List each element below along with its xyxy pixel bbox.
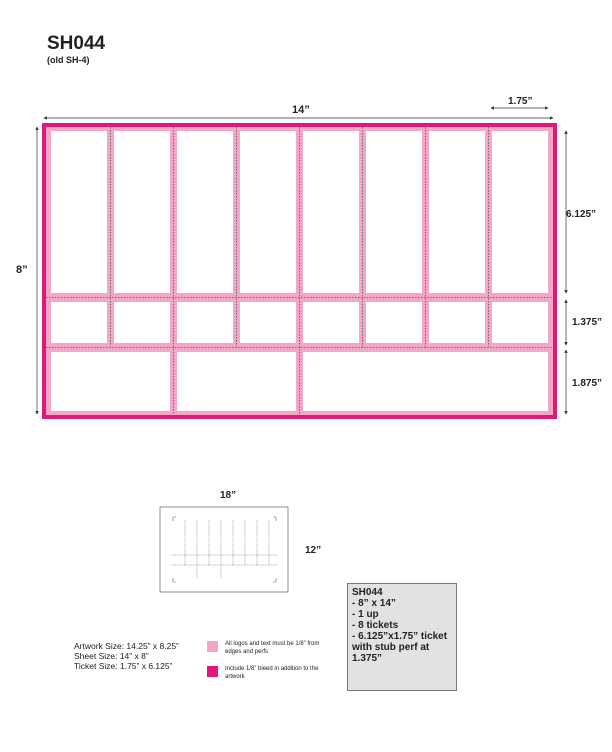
sheet-height-label: 8” xyxy=(16,264,28,276)
ticket-panel xyxy=(51,131,107,293)
ticket-width-label: 1.75” xyxy=(508,96,533,107)
page-title: SH044 xyxy=(47,33,106,54)
bottom-row-height-label: 1.875” xyxy=(572,378,603,389)
bleed-swatch xyxy=(207,666,218,677)
artwork-size: Artwork Size: 14.25” x 8.25” xyxy=(74,641,179,651)
ticket-panel xyxy=(240,131,296,293)
stub-panel xyxy=(429,302,485,343)
safe-zone-legend-text: All logos and text must be 1/8” from edges and perfs xyxy=(225,641,320,655)
safe-zone-swatch xyxy=(207,641,218,652)
stub-panel xyxy=(51,302,107,343)
press-sheet-height-label: 12” xyxy=(305,545,322,556)
ticket-panel xyxy=(366,131,422,293)
stub-panel xyxy=(240,302,296,343)
size-specs xyxy=(74,641,179,671)
stub-panel xyxy=(114,302,170,343)
info-line: - 8” x 14” xyxy=(352,598,396,609)
page-subtitle: (old SH-4) xyxy=(47,55,90,65)
ticket-panel xyxy=(114,131,170,293)
bottom-panel xyxy=(303,352,548,411)
ticket-panel xyxy=(303,131,359,293)
stub-panel xyxy=(366,302,422,343)
stub-height-label: 1.375” xyxy=(572,317,603,328)
info-line: - 6.125”x1.75” ticket with stub perf at 1.375” xyxy=(352,631,448,664)
ticket-height-label: 6.125” xyxy=(566,209,597,220)
info-line: - 8 tickets xyxy=(352,620,399,631)
product-info-box xyxy=(347,583,457,691)
info-line: SH044 xyxy=(352,587,383,598)
stub-panel xyxy=(177,302,233,343)
bottom-panel xyxy=(177,352,296,411)
bleed-legend-text: Include 1/8” bleed in addition to the artwork xyxy=(225,666,319,680)
ticket-panel xyxy=(429,131,485,293)
ticket-size: Ticket Size: 1.75” x 6.125” xyxy=(74,661,173,671)
stub-panel xyxy=(303,302,359,343)
info-line: - 1 up xyxy=(352,609,379,620)
sheet-size: Sheet Size: 14” x 8” xyxy=(74,651,149,661)
press-sheet-thumbnail xyxy=(160,507,288,592)
press-sheet-width-label: 18” xyxy=(220,490,237,501)
ticket-panel xyxy=(177,131,233,293)
bottom-panel xyxy=(51,352,170,411)
sheet-width-label: 14” xyxy=(292,104,310,116)
ticket-panel xyxy=(492,131,548,293)
stub-panel xyxy=(492,302,548,343)
